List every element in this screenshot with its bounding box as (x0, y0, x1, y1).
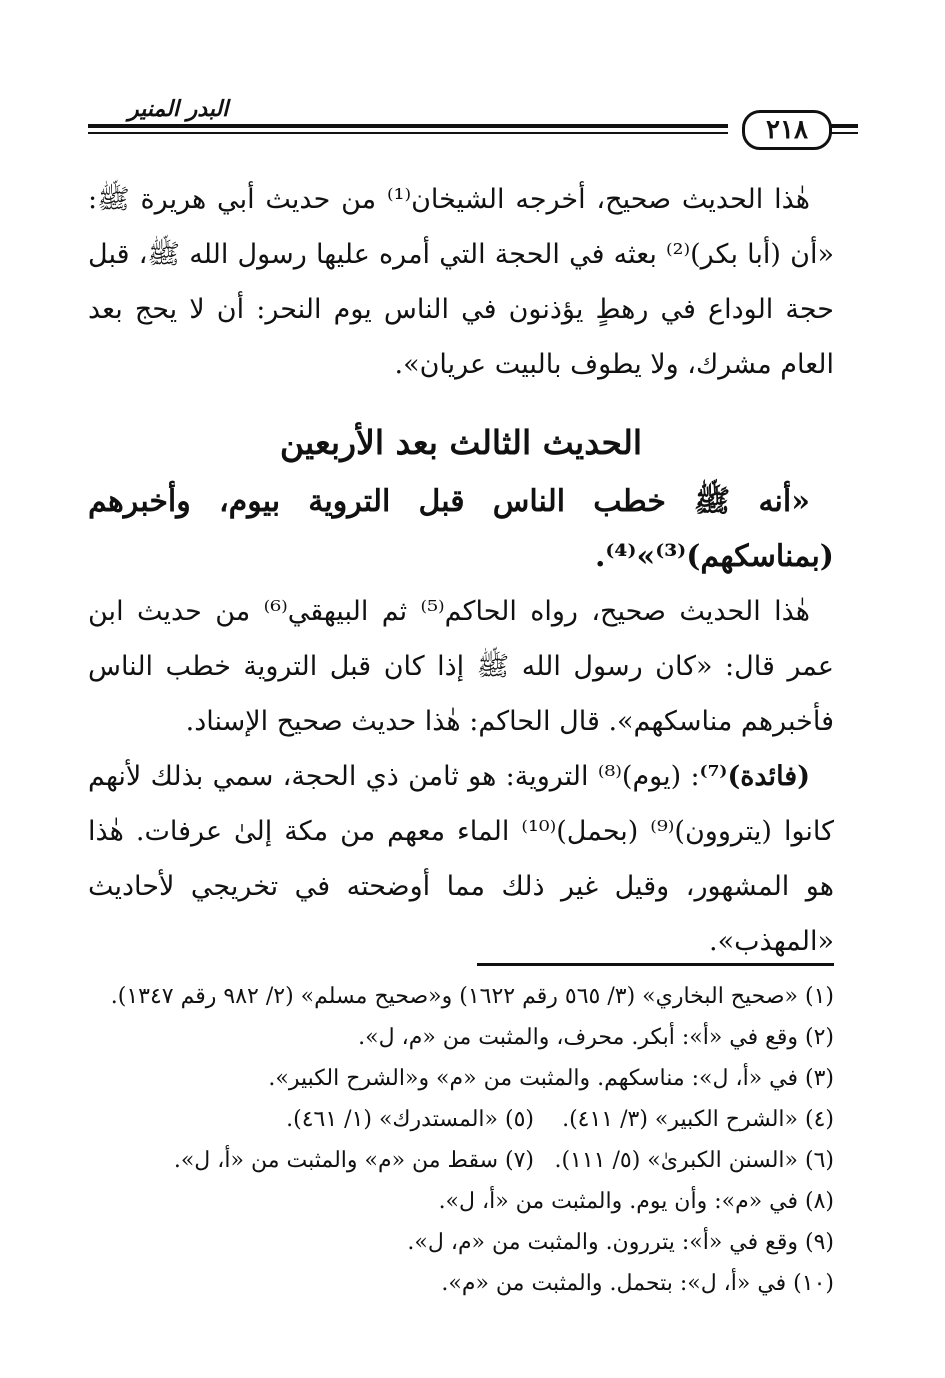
header-rule (88, 124, 728, 128)
footnote-9: (٩) وقع في «أ»: يتررون. والمثبت من «م، ل». (407, 1230, 834, 1255)
section-heading: الحديث الثالث بعد الأربعين (279, 423, 643, 462)
paragraph-3-text: : (يوم)⁽⁸⁾ التروية: هو ثامن ذي الحجة، سمي بذلك لأنهم كانوا (يتروون)⁽⁹⁾ (بحمل)⁽¹⁰⁾ الماء معهم من مكة إلىٰ عرفات. هٰذا هو المشهور، وقيل غير ذلك مما أوضحته في تخريجي لأحاديث «المهذب». (88, 761, 834, 957)
paragraph-2: هٰذا الحديث صحيح، رواه الحاكم⁽⁵⁾ ثم البيهقي⁽⁶⁾ من حديث ابن عمر قال: «كان رسول الله ﷺ إذا كان قبل التروية خطب الناس فأخبرهم مناسكهم». قال الحاكم: هٰذا حديث صحيح الإسناد. (88, 596, 834, 737)
footnote-6: (٦) «السنن الكبرىٰ» (٥/ ١١١). (554, 1148, 834, 1173)
hadith-text: «أنه ﷺ خطب الناس قبل التروية بيوم، وأخبرهم (بمناسكهم)⁽³⁾»⁽⁴⁾. (88, 484, 834, 574)
header-rule-thin (88, 132, 728, 134)
header-rule-right (828, 124, 858, 128)
book-title: البدر المنير (128, 96, 229, 122)
fawaid-label: (فائدة)⁽⁷⁾ (699, 761, 810, 792)
running-header (88, 96, 858, 150)
footnote-4: (٤) «الشرح الكبير» (٣/ ٤١١). (562, 1107, 834, 1132)
paragraph-3 (88, 749, 834, 969)
footnote-1: (١) «صحيح البخاري» (٣/ ٥٦٥ رقم ١٦٢٢) و«صحيح مسلم» (٢/ ٩٨٢ رقم ١٣٤٧). (110, 984, 834, 1009)
main-text (88, 172, 834, 969)
header-rule-right-thin (828, 132, 858, 134)
footnote-2: (٢) وقع في «أ»: أبكر. محرف، والمثبت من «م، ل». (358, 1025, 834, 1050)
footnote-10: (١٠) في «أ، ل»: بتحمل. والمثبت من «م». (441, 1271, 834, 1296)
footnote-8: (٨) في «م»: وأن يوم. والمثبت من «أ، ل». (438, 1189, 834, 1214)
footnotes (88, 976, 834, 1304)
footnote-separator (477, 963, 834, 966)
page-number: ٢١٨ (742, 110, 832, 150)
paragraph-1: هٰذا الحديث صحيح، أخرجه الشيخان⁽¹⁾ من حديث أبي هريرة ﷺ: «أن (أبا بكر)⁽²⁾ بعثه في الحجة التي أمره عليها رسول الله ﷺ، قبل حجة الوداع في رهطٍ يؤذنون في الناس يوم النحر: أن لا يحج بعد العام مشرك، ولا يطوف بالبيت عريان». (88, 184, 834, 380)
footnote-5: (٥) «المستدرك» (١/ ٤٦١). (286, 1107, 534, 1132)
footnote-row-4-5 (88, 1099, 834, 1140)
footnote-3: (٣) في «أ، ل»: مناسكهم. والمثبت من «م» و«الشرح الكبير». (268, 1066, 834, 1091)
footnote-7: (٧) سقط من «م» والمثبت من «أ، ل». (173, 1148, 534, 1173)
footnote-row-6-7 (88, 1140, 834, 1181)
